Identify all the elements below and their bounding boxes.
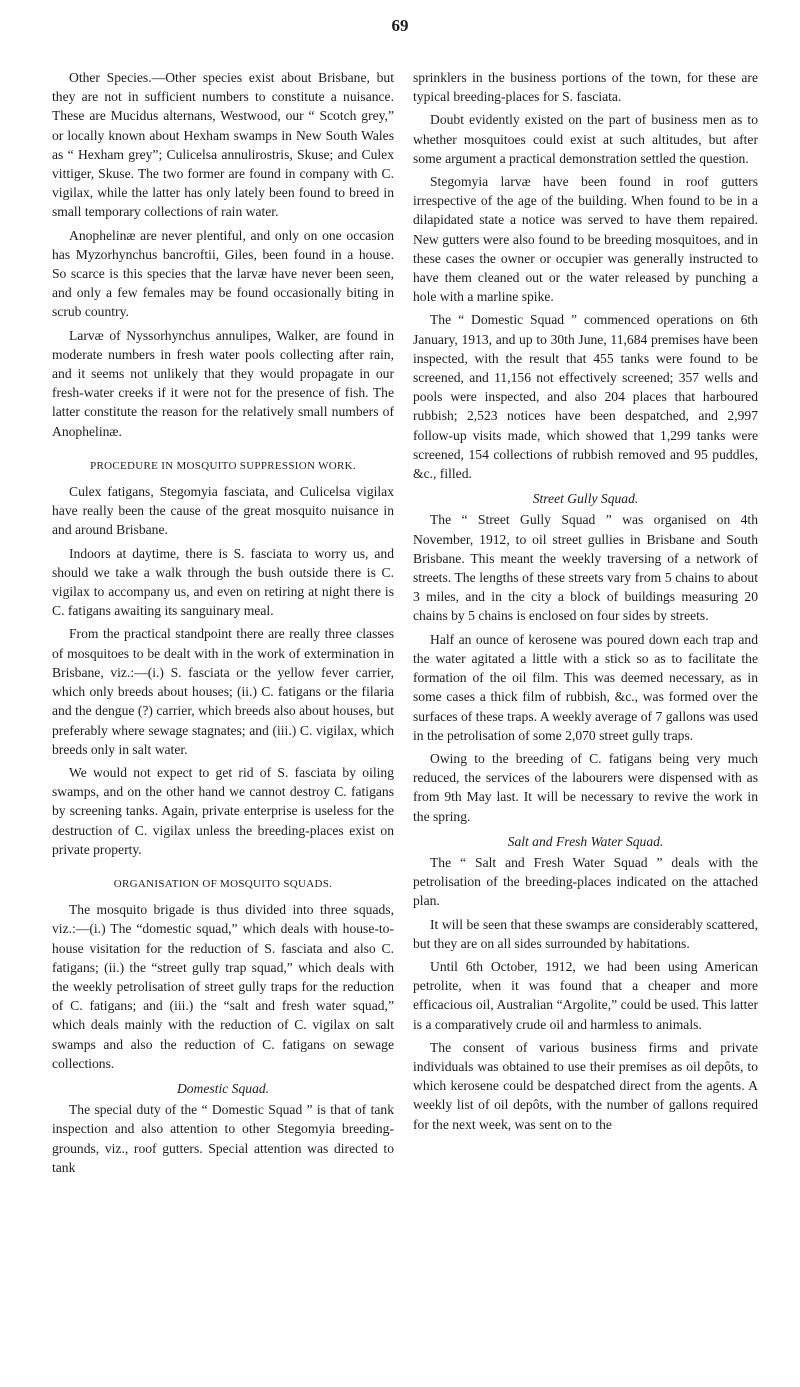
paragraph-swamps: It will be seen that these swamps are considerably scattered, but they are on all sides surrounded by habitations. — [413, 916, 758, 951]
paragraph-labourers: Owing to the breeding of C. fatigans being very much reduced, the services of the labourers were dispensed with as from 9th May last. It will be necessary to revive the work in the spring. — [413, 750, 758, 824]
paragraph-petrolisation: The “ Salt and Fresh Water Squad ” deals with the petrolisation of the breeding-places indicated on the attached plan. — [413, 854, 758, 909]
subheading-street-gully-squad: Street Gully Squad. — [532, 491, 639, 507]
paragraph-sprinklers: sprinklers in the business portions of the town, for these are typical breeding-places for S. fasciata. — [413, 70, 758, 105]
paragraph-doubt: Doubt evidently existed on the part of business men as to whether mosquitoes could exist at such altitudes, but after some argument a practical demonstration settled the question. — [413, 112, 758, 166]
paragraph-expectations: We would not expect to get rid of S. fasciata by oiling swamps, and on the other hand we cannot destroy C. fatigans by screening tanks. Again, private enterprise is useless for the destruction of C. vigilax unless the breeding-places exist on private property. — [52, 764, 394, 857]
paragraph-domestic-operations: The “ Domestic Squad ” commenced operations on 6th January, 1913, and up to 30th June, 11,684 premises have been inspected, with the result that 455 tanks were found to be screened, and 11,156 not effectively screened; 357 wells and pools were inspected, and also 204 places that harboured rubbish; 2,523 notices have been despatched, and 2,997 follow-up visits made, which showed that 1,299 tanks were screened, 154 collections of rubbish removed and 95 puddles, &c., filled. — [413, 312, 758, 482]
paragraph-street-gully: The “ Street Gully Squad ” was organised on 4th November, 1912, to oil street gullies in Brisbane and South Brisbane. This meant the weekly traversing of a network of streets. The lengths of these streets vary from 5 chains to about 3 miles, and in the city a block of buildings measuring 20 chains by 5 chains is enclosed on four sides by streets. — [413, 512, 758, 624]
page-number: 69 — [391, 16, 409, 35]
left-column — [52, 68, 394, 1181]
paragraph-domestic-duty: The special duty of the “ Domestic Squad ” is that of tank inspection and also attention to other Stegomyia breeding-grounds, viz., roof gutters. Special attention was directed to tank — [52, 1102, 394, 1175]
section-heading-procedure: PROCEDURE IN MOSQUITO SUPPRESSION WORK. — [90, 459, 356, 472]
paragraph-anophelinae: Anophelinæ are never plentiful, and only on one occasion has Myzorhynchus bancroftii, Giles, been found in a house. So scarce is this species that the larvæ have never been seen, and only a few females may be found occasionally biting in scrub country. — [52, 227, 394, 320]
paragraph-indoors: Indoors at daytime, there is S. fasciata to worry us, and should we take a walk through the bush outside there is C. vigilax to accompany us, and even on retiring at night there is C. fatigans awaiting its sanguinary meal. — [52, 545, 394, 619]
paragraph-oil-depots: The consent of various business firms and private individuals was obtained to use their premises as oil depôts, to which kerosene could be despatched direct from the agents. A weekly list of oil depôts, with the number of gallons required for the next week, was sent on to the — [413, 1039, 758, 1132]
subheading-salt-fresh-squad: Salt and Fresh Water Squad. — [507, 833, 664, 849]
paragraph-brigade: The mosquito brigade is thus divided into three squads, viz.:—(i.) The “domestic squad,” which deals with house-to-house visitation for the reduction of S. fasciata and also C. fatigans; (ii.) the “street gully trap squad,” which deals with the weekly petrolisation of street gully traps for the reduction of C. fatigans; and (iii.) the “salt and fresh water squad,” which deals mainly with the reduction of C. vigilax on salt swamps and also the reduction of C. fatigans on sewage collections. — [52, 902, 394, 1071]
paragraph-culex-fatigans: Culex fatigans, Stegomyia fasciata, and Culicelsa vigilax have really been the cause of the great mosquito nuisance in and around Brisbane. — [52, 484, 394, 538]
section-heading-organisation: ORGANISATION OF MOSQUITO SQUADS. — [113, 877, 333, 890]
subheading-domestic-squad: Domestic Squad. — [176, 1080, 270, 1096]
paragraph-other-species: Other Species.—Other species exist about Brisbane, but they are not in sufficient numbers to constitute a nuisance. These are Mucidus alternans, Westwood, our “ Scotch grey,” or locally known about Hexham swamps in New South Wales as “ Hexham grey”; Culicelsa annulirostris, Skuse; and Culex vittiger, Skuse. The two former are found in company with C. vigilax, while the latter has only lately been found to breed in small temporary collections of rain water. — [52, 70, 394, 220]
right-column — [413, 68, 758, 1138]
paragraph-kerosene: Half an ounce of kerosene was poured down each trap and the water agitated a little with a stick so as to facilitate the formation of the oil film. This was deemed necessary, as in some cases a thick film of rubbish, &c., was formed over the surfaces of these traps. A weekly average of 7 gallons was used in the petrolisation of some 2,070 street gully traps. — [413, 631, 758, 743]
paragraph-larvae: Larvæ of Nyssorhynchus annulipes, Walker, are found in moderate numbers in fresh water pools collecting after rain, and it seems not unlikely that they would propagate in our fresh-water creeks if it were not for the presence of fish. The latter constitute the reason for the relatively small numbers of Anophelinæ. — [52, 327, 394, 439]
paragraph-argolite: Until 6th October, 1912, we had been using American petrolite, when it was found that a cheaper and more efficacious oil, Australian “Argolite,” could be used. This latter is a comparatively crude oil and harmless to animals. — [413, 958, 758, 1032]
paragraph-practical-standpoint: From the practical standpoint there are really three classes of mosquitoes to be dealt with in the work of extermination in Brisbane, viz.:—(i.) S. fasciata or the yellow fever carrier, which only breeds about houses; (ii.) C. fatigans or the filaria and the dengue (?) carrier, which breeds also about houses, but preferably where sewage stagnates; and (iii.) C. vigilax, which breeds only in salt water. — [52, 626, 394, 757]
paragraph-stegomyia: Stegomyia larvæ have been found in roof gutters irrespective of the age of the building. When found to be in a dilapidated state a notice was served to have them repaired. New gutters were also found to be breeding mosquitoes, and in these cases the owner or occupier was generally instructed to have them cleaned out or the water released by punching a hole with a marline spike. — [413, 174, 758, 305]
